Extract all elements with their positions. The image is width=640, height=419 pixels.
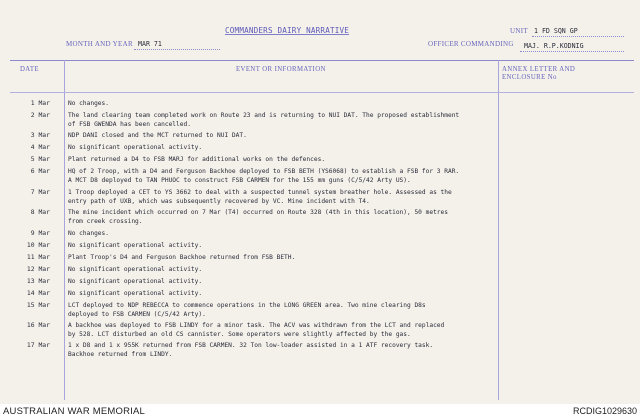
date-column-header: DATE: [20, 66, 39, 73]
event-column-header: EVENT OR INFORMATION: [236, 66, 326, 73]
document-title: COMMANDERS DAIRY NARRATIVE: [225, 26, 350, 35]
officer-value: MAJ. R.P.KODNIG: [524, 42, 584, 50]
entry-text: No changes.: [68, 230, 109, 237]
entry-text: 1 x D8 and 1 x 955K returned from FSB CARMEN. 32 Ton low-loader assisted in a 1 ATF recovery task. Backhoe returned from LINDY.: [68, 342, 434, 358]
entry-date: 8 Mar: [30, 208, 50, 216]
entry-date: 6 Mar: [30, 167, 50, 175]
month-year-value: MAR 71: [138, 40, 162, 48]
entry-date: 13 Mar: [26, 277, 50, 285]
entry-date: 7 Mar: [30, 188, 50, 196]
entry-date: 4 Mar: [30, 143, 50, 151]
entry-date: 15 Mar: [26, 301, 50, 309]
month-year-underline: [134, 49, 220, 50]
officer-label: OFFICER COMMANDING: [428, 40, 514, 48]
entry-text: No significant operational activity.: [68, 242, 203, 249]
archive-source: AUSTRALIAN WAR MEMORIAL: [3, 406, 146, 417]
annex-column-header-line2: ENCLOSURE No: [502, 74, 557, 81]
entry-text: No changes.: [68, 100, 109, 107]
entry-text: 1 Troop deployed a CET to YS 3662 to deal with a suspected tunnel system breather hole. Assessed as the entry path of UXB, which was subsequently recovered by VC. Mine incident with T4.: [68, 189, 452, 205]
annex-column-header-line1: ANNEX LETTER AND: [502, 66, 576, 73]
unit-label: UNIT: [510, 27, 528, 35]
entry-text: No significant operational activity.: [68, 266, 203, 273]
entry-text: The mine incident which occurred on 7 Mar (T4) occurred on Route 328 (4th in this location), 50 metres from creek crossing.: [68, 209, 448, 225]
month-year-label: MONTH AND YEAR: [66, 40, 133, 48]
entry-text: HQ of 2 Troop, with a D4 and Ferguson Backhoe deployed to FSB BETH (YS6068) to establish a FSB for 3 RAR. A MCT D8 deployed to TAN PHUOC to construct FSB CARMEN for the 155 mm guns (C/5/42 Arty US).: [68, 168, 460, 184]
unit-underline: [532, 36, 624, 37]
unit-value: 1 FD SQN GP: [534, 27, 578, 35]
entry-date: 17 Mar: [26, 341, 50, 349]
entry-text: No significant operational activity.: [68, 278, 203, 285]
entry-date: 14 Mar: [26, 289, 50, 297]
entry-date: 3 Mar: [30, 131, 50, 139]
table-top-border: [10, 60, 634, 61]
entry-text: LCT deployed to NDP REBECCA to commence operations in the LONG GREEN area. Two mine clearing D8s deployed to FSB CARMEN (C/5/42 Arty).: [68, 302, 426, 318]
entry-text: No significant operational activity.: [68, 290, 203, 297]
entry-date: 16 Mar: [26, 321, 50, 329]
entry-date: 10 Mar: [26, 241, 50, 249]
entry-date: 12 Mar: [26, 265, 50, 273]
entry-date: 11 Mar: [26, 253, 50, 261]
date-column-divider: [64, 60, 65, 400]
archive-reference: RCDIG1029630: [572, 406, 637, 416]
archive-footer: [0, 404, 640, 419]
entry-date: 5 Mar: [30, 155, 50, 163]
entry-date: 2 Mar: [30, 111, 50, 119]
entry-text: NDP DANI closed and the MCT returned to NUI DAT.: [68, 132, 247, 139]
entry-text: Plant returned a D4 to FSB MARJ for additional works on the defences.: [68, 156, 326, 163]
entry-text: The land clearing team completed work on Route 23 and is returning to NUI DAT. The proposed establishment of FSB GWENDA has been cancelled.: [68, 112, 460, 128]
entry-date: 1 Mar: [30, 99, 50, 107]
entry-text: No significant operational activity.: [68, 144, 203, 151]
officer-underline: [520, 51, 624, 52]
entry-date: 9 Mar: [30, 229, 50, 237]
header-bottom-border: [10, 92, 634, 93]
entry-text: A backhoe was deployed to FSB LINDY for a minor task. The ACV was withdrawn from the LCT and replaced by 528. LCT disturbed an old CS cannister. Some operators were slightly affected by the gas.: [68, 322, 445, 338]
entry-text: Plant Troop's D4 and Ferguson Backhoe returned from FSB BETH.: [68, 254, 296, 261]
